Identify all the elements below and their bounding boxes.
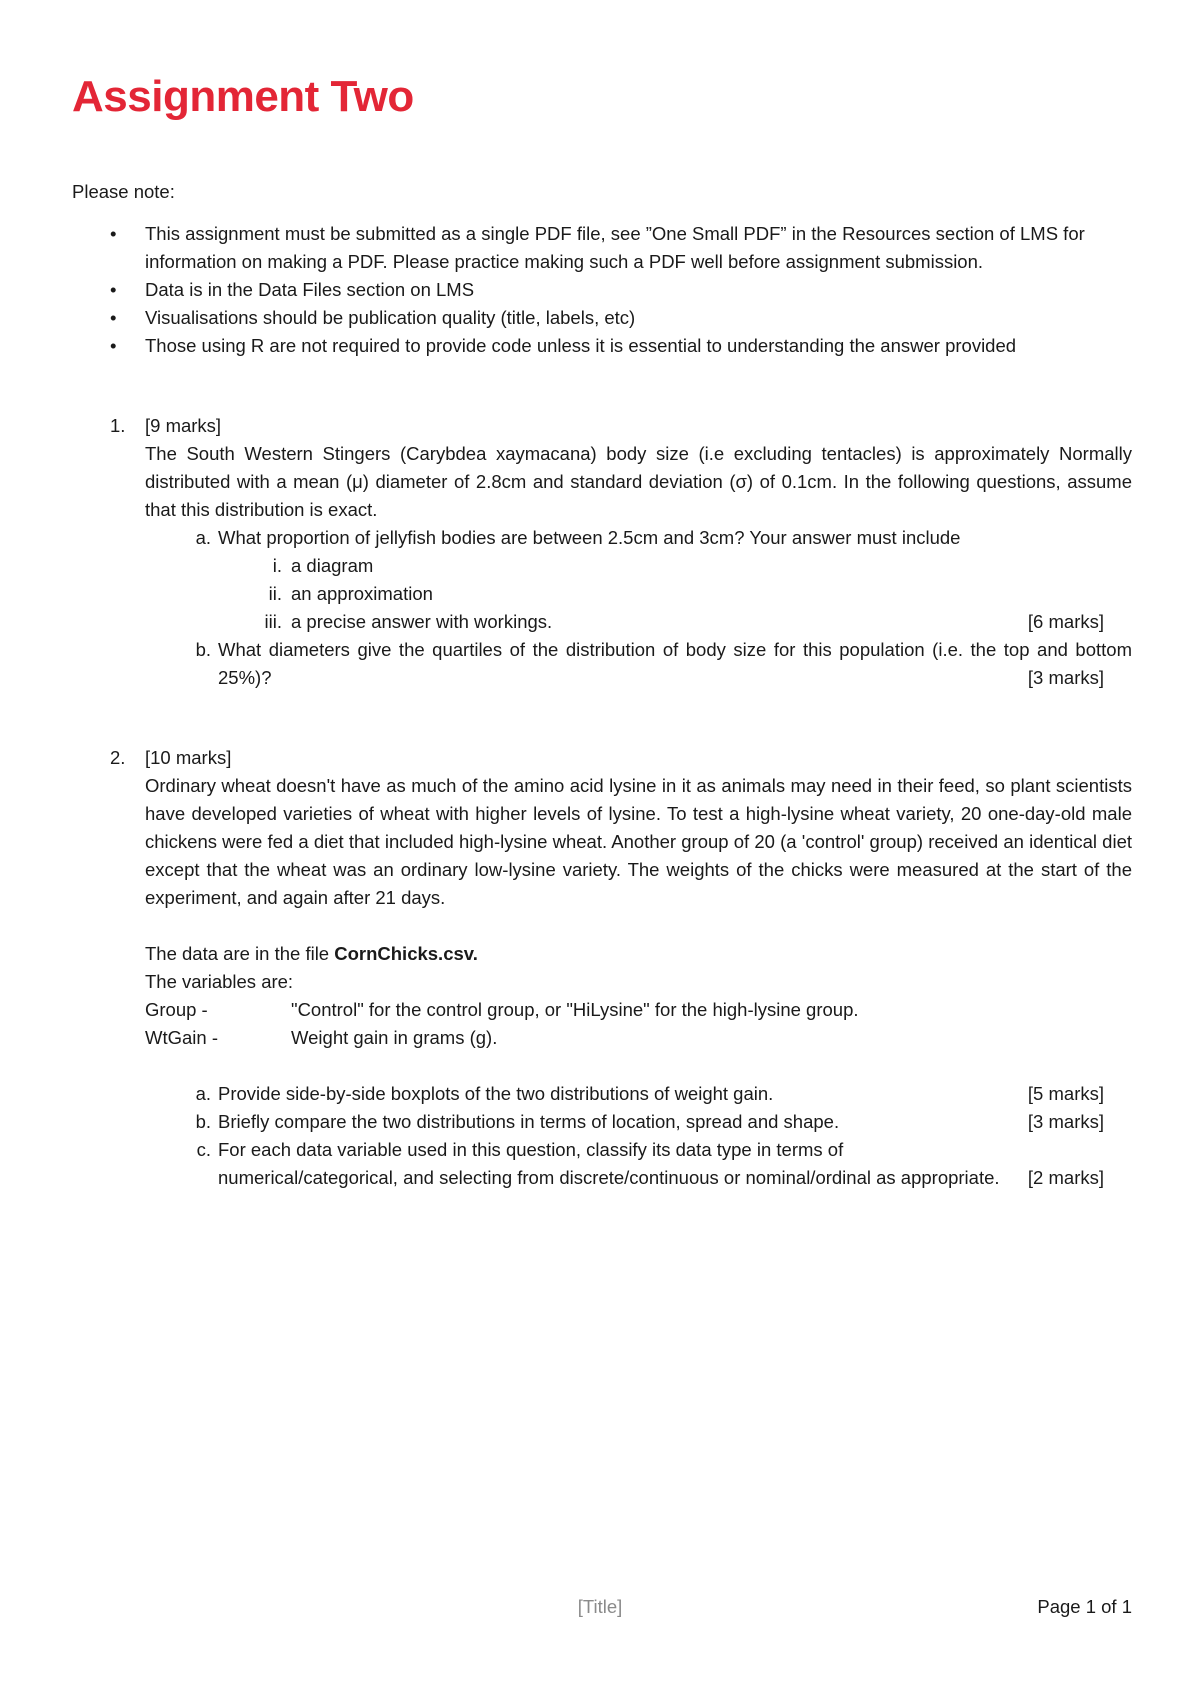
question-2c [72,1136,1132,1192]
marks-label: [5 marks] [1027,1083,1104,1104]
data-file-line: The data are in the file CornChicks.csv. [145,943,478,964]
bullet-icon: • [110,279,117,300]
sub-item: i. a diagram [272,555,374,576]
question-text: Ordinary wheat doesn't have as much of the amino acid lysine in it as animals may need in their feed, so plant scientists have developed varieties of wheat with higher levels of lysine. To test a high-lysine wheat variety, 20 one-day-old male chickens were fed a diet that included high-lysine wheat. Another group of 20 (a 'control' group) received an identical diet except that the wheat was an ordinary low-lysine variety. The weights of the chicks were measured at the start of the experiment, and again after 21 days. [145,775,1132,908]
question-1 [72,412,1132,692]
part-text: Briefly compare the two distributions in terms of location, spread and shape. [218,1111,840,1132]
question-number: 2. [110,747,126,768]
part-label: a. [195,1083,211,1104]
list-item: • Visualisations should be publication quality (title, labels, etc) [72,304,1132,332]
list-item: • This assignment must be submitted as a single PDF file, see ”One Small PDF” in the Resources section of LMS for information on making a PDF. Please practice making such a PDF well before assignment submission. [72,220,1132,276]
document-body [72,178,1132,1192]
question-1b [72,636,1132,692]
bullet-icon: • [110,335,117,356]
variable-row: WtGain - Weight gain in grams (g). [145,1027,498,1048]
part-label: b. [195,1111,211,1132]
part-text: For each data variable used in this question, classify its data type in terms of numerical/categorical, and selecting from discrete/continuous or nominal/ordinal as appropriate. [218,1139,1000,1188]
marks-label: [6 marks] [1027,611,1104,632]
marks-label: [3 marks] [1027,667,1104,688]
part-label: a. [195,527,211,548]
part-label: c. [196,1139,211,1160]
note-label: Please note: [72,181,175,202]
sub-item: ii. an approximation [268,583,433,604]
part-text: Provide side-by-side boxplots of the two distributions of weight gain. [218,1083,774,1104]
bullet-icon: • [110,223,117,244]
question-number: 1. [110,415,126,436]
question-text: The South Western Stingers (Carybdea xaymacana) body size (i.e excluding tentacles) is approximately Normally distributed with a mean (μ) diameter of 2.8cm and standard deviation (σ) of 0.1cm. In the following questions, assume that this distribution is exact. [145,443,1132,520]
question-2b [72,1108,1132,1136]
page-title: Assignment Two [72,72,414,121]
list-item: • Data is in the Data Files section on LMS [72,276,1132,304]
page-number: Page 1 of 1 [1037,1596,1132,1617]
question-marks: [10 marks] [145,747,232,768]
list-item: • Those using R are not required to provide code unless it is essential to understanding the answer provided [72,332,1132,360]
bullet-icon: • [110,307,117,328]
variable-row: Group - "Control" for the control group, or "HiLysine" for the high-lysine group. [145,999,859,1020]
variables-label: The variables are: [145,971,294,992]
question-2 [72,744,1132,1192]
notes-list [72,220,1132,360]
part-label: b. [195,639,211,660]
question-1a [72,524,1132,552]
part-text: What proportion of jellyfish bodies are between 2.5cm and 3cm? Your answer must include [218,527,961,548]
marks-label: [3 marks] [1027,1111,1104,1132]
question-marks: [9 marks] [145,415,222,436]
sub-item: iii. [6 marks] a precise answer with workings. [72,608,1132,636]
footer-title: [Title] [577,1596,623,1617]
data-file-name: CornChicks.csv. [334,943,478,964]
marks-label: [2 marks] [1027,1167,1104,1188]
question-2a [72,1080,1132,1108]
part-text: What diameters give the quartiles of the distribution of body size for this population (i.e. the top and bottom 25%)? [218,639,1132,688]
